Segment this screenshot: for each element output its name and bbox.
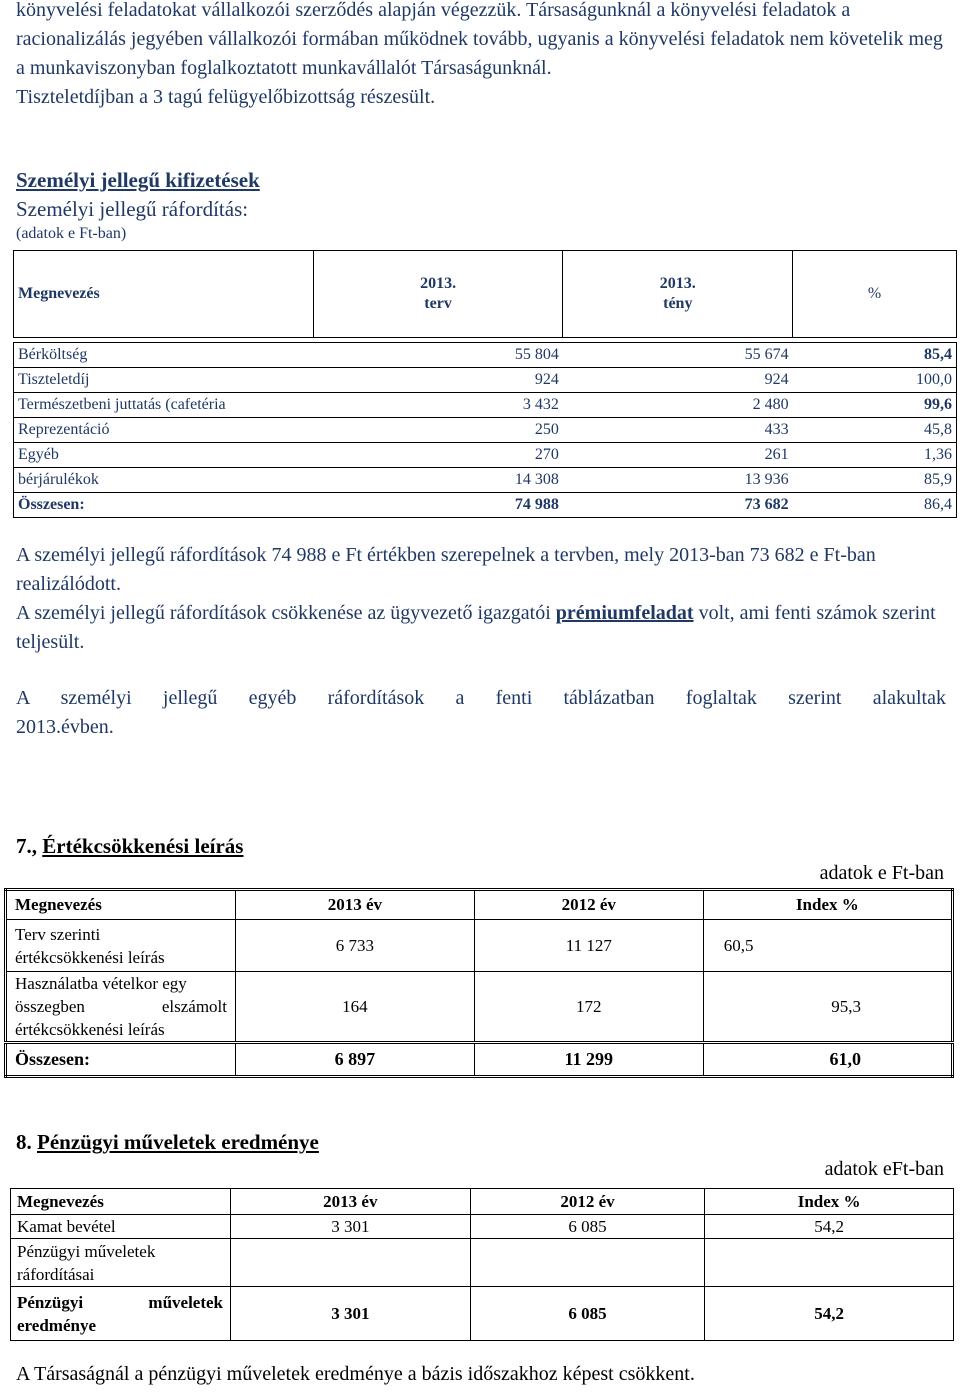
section-personal-title: Személyi jellegű kifizetések: [16, 168, 260, 192]
financial-conclusion: A Társaságnál a pénzügyi műveletek eredménye a bázis időszakhoz képest csökkent.: [16, 1363, 695, 1385]
table-row: Reprezentáció 250 433 45,8: [14, 418, 957, 443]
table-row: Pénzügyi műveletek ráfordításai: [11, 1239, 954, 1287]
table-row: Használatba vételkor egy összegben elszámolt értékcsökkenési leírás 164 172 95,3: [6, 972, 953, 1043]
premium-task-emphasis: prémiumfeladat: [555, 602, 694, 624]
section-financial-unit: adatok eFt-ban: [824, 1158, 944, 1180]
intro-paragraph: könyvelési feladatokat vállalkozói szerződés alapján végezzük. Társaságunknál a könyvelési feladatok a racionalizálás jegyében vállalkozói formában működnek tovább, ugyanis a könyvelési feladatok nem követelik meg a munkaviszonyban foglalkoztatott munkavállalót Társaságunknál.: [16, 0, 943, 79]
personal-expenses-explanation: A személyi jellegű ráfordítások 74 988 e Ft értékben szerepelnek a tervben, mely 2013-ban 73 682 e Ft-ban realizálódott. A személyi jellegű ráfordítások csökkenése az ügyvezető igazgatói prémiumfeladat volt, ami fenti számok szerint teljesült.: [16, 544, 936, 653]
table-row: Tiszteletdíj 924 924 100,0: [14, 368, 957, 393]
table-total-row: Összesen: 6 897 11 299 61,0: [6, 1043, 953, 1077]
financial-operations-table: [10, 1188, 954, 1341]
table-row: Bérköltség 55 804 55 674 85,4: [14, 343, 957, 368]
table-header-row: Megnevezés 2013 év 2012 év Index %: [6, 890, 953, 920]
header-plan: 2013. terv: [313, 251, 563, 338]
other-expenses-paragraph: A személyi jellegű egyéb ráfordítások a fenti táblázatban foglaltak szerint alakultak: [16, 687, 946, 709]
table-row: Terv szerinti értékcsökkenési leírás 6 733 11 127 60,5: [6, 920, 953, 972]
other-expenses-paragraph-end: 2013.évben.: [16, 716, 114, 738]
section-depreciation-title: 7., Értékcsökkenési leírás: [16, 834, 244, 858]
depreciation-table: [4, 888, 954, 1078]
intro-paragraph-supervisory: Tiszteletdíjban a 3 tagú felügyelőbizottság részesült.: [16, 86, 436, 108]
table-total-row: Összesen: 74 988 73 682 86,4: [14, 493, 957, 518]
table-row: Kamat bevétel 3 301 6 085 54,2: [11, 1215, 954, 1239]
table-row: bérjárulékok 14 308 13 936 85,9: [14, 468, 957, 493]
table-header-row: [14, 251, 957, 338]
header-name: Megnevezés: [14, 251, 314, 338]
intro-text: [16, 0, 956, 112]
section-personal-subtitle: Személyi jellegű ráfordítás:: [16, 197, 249, 221]
header-actual: 2013. tény: [563, 251, 793, 338]
table-row: Egyéb 270 261 1,36: [14, 443, 957, 468]
table-total-row: Pénzügyi műveletek eredménye 3 301 6 085 54,2: [11, 1287, 954, 1341]
section-financial-title: 8. Pénzügyi műveletek eredménye: [16, 1130, 319, 1154]
section-depreciation-unit: adatok e Ft-ban: [819, 862, 944, 884]
table-header-row: Megnevezés 2013 év 2012 év Index %: [11, 1189, 954, 1215]
section-personal-unit: (adatok e Ft-ban): [16, 225, 127, 242]
personal-expenses-table: [13, 250, 957, 518]
header-percent: %: [793, 251, 957, 338]
table-row: Természetbeni juttatás (cafetéria 3 432 2 480 99,6: [14, 393, 957, 418]
